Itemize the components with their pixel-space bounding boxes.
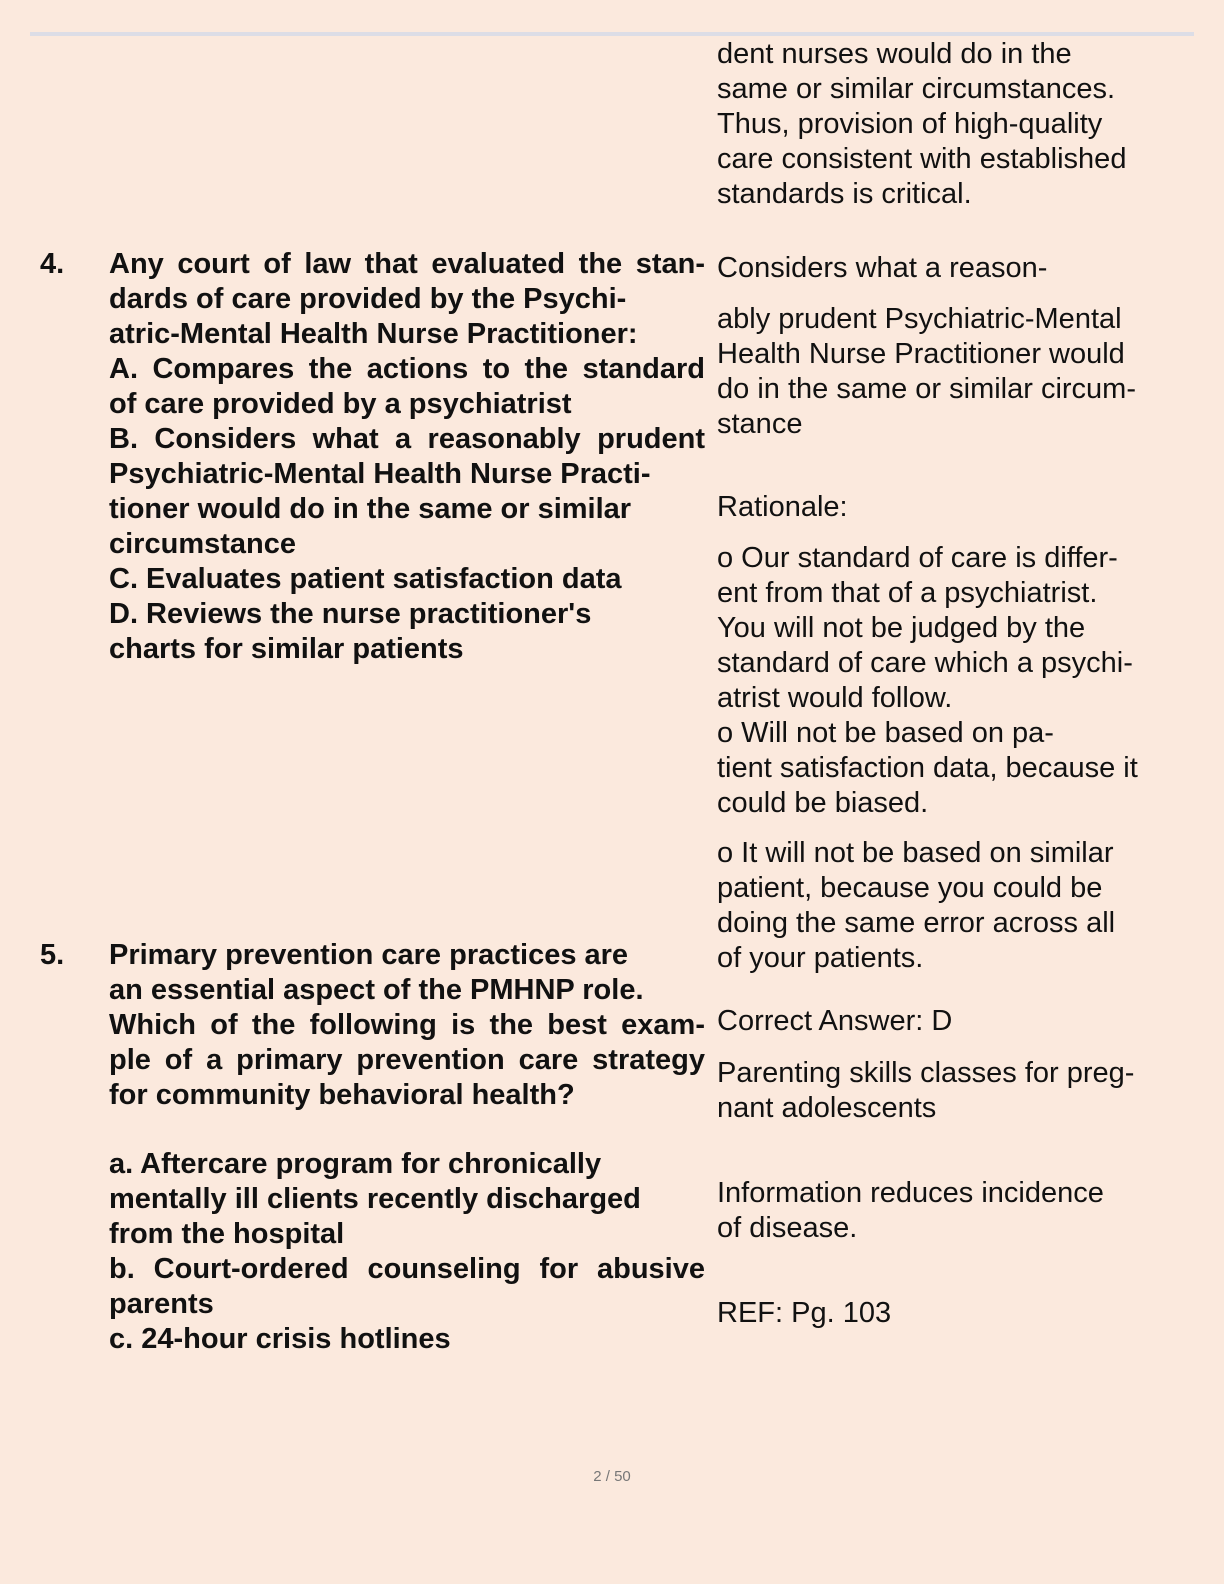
question-5 [109, 938, 705, 1113]
question-4-option-b: Psychiatric-Mental Health Nurse Practi- [109, 458, 651, 490]
question-4-option-d: charts for similar patients [109, 633, 464, 665]
question-4-option-b: circumstance [109, 528, 296, 560]
question-4-option-c: C. Evaluates patient satisfaction data [109, 563, 622, 595]
question-4-stem-line: dards of care provided by the Psychi- [109, 283, 627, 315]
rationale-line: o Will not be based on pa- [717, 717, 1054, 749]
answer-line: stance [717, 408, 803, 440]
question-5-stem-line: ple of a primary prevention care strategy [109, 1044, 705, 1076]
answer-line: do in the same or similar circum- [717, 373, 1136, 405]
question-5-option-a: a. Aftercare program for chronically [109, 1148, 602, 1180]
question-4-rationale-3 [717, 836, 1187, 976]
question-5-option-b: parents [109, 1288, 214, 1320]
question-5-option-c: c. 24-hour crisis hotlines [109, 1323, 451, 1355]
question-5-number: 5. [40, 939, 65, 971]
text-line: standards is critical. [717, 178, 972, 210]
question-5-option-b: b. Court-ordered counseling for abusive [109, 1253, 705, 1285]
answer-line: Parenting skills classes for preg- [717, 1057, 1135, 1089]
rationale-line: of your patients. [717, 942, 924, 974]
explanation-line: of disease. [717, 1212, 858, 1244]
question-4-stem-line: atric-Mental Health Nurse Practitioner: [109, 318, 638, 350]
question-4-option-b: B. Considers what a reasonably prudent [109, 423, 705, 455]
rationale-label: Rationale: [717, 491, 848, 523]
answer-line: Considers what a reason- [717, 252, 1048, 284]
rationale-line: could be biased. [717, 787, 929, 819]
correct-answer: Correct Answer: D [717, 1005, 953, 1037]
question-4-rationale-label [717, 490, 1187, 525]
question-5-answer [717, 1056, 1187, 1126]
question-4-option-a: A. Compares the actions to the standard [109, 353, 705, 385]
question-5-stem-line: an essential aspect of the PMHNP role. [109, 974, 644, 1006]
text-line: dent nurses would do in the [717, 38, 1072, 70]
question-5-explanation [717, 1176, 1187, 1246]
rationale-line: patient, because you could be [717, 872, 1103, 904]
top-rule [30, 32, 1194, 36]
rationale-line: doing the same error across all [717, 907, 1116, 939]
explanation-line: Information reduces incidence [717, 1177, 1104, 1209]
rationale-line: standard of care which a psychi- [717, 647, 1133, 679]
question-5-stem-line: Which of the following is the best exam- [109, 1009, 705, 1041]
answer-line: nant adolescents [717, 1092, 937, 1124]
question-4-answer-first [717, 251, 1187, 286]
question-5-ref [717, 1296, 1187, 1331]
rationale-line: o Our standard of care is differ- [717, 542, 1118, 574]
rationale-line: ent from that of a psychiatrist. [717, 577, 1098, 609]
question-5-option-a: mentally ill clients recently discharged [109, 1183, 641, 1215]
text-line: Thus, provision of high-quality [717, 108, 1103, 140]
answer-line: ably prudent Psychiatric-Mental [717, 303, 1122, 335]
question-4-option-d: D. Reviews the nurse practitioner's [109, 598, 592, 630]
question-4-rationale [717, 541, 1187, 821]
question-5-stem-line: Primary prevention care practices are [109, 939, 629, 971]
question-4-answer [717, 302, 1187, 442]
text-line: care consistent with established [717, 143, 1127, 175]
answer-line: Health Nurse Practitioner would [717, 338, 1125, 370]
question-5-options [109, 1147, 705, 1357]
page-number: 2 / 50 [593, 1468, 631, 1485]
question-4-stem-line: Any court of law that evaluated the stan- [109, 248, 705, 280]
question-5-option-a: from the hospital [109, 1218, 345, 1250]
question-4-number: 4. [40, 248, 65, 280]
rationale-line: atrist would follow. [717, 682, 953, 714]
rationale-line: tient satisfaction data, because it [717, 752, 1138, 784]
question-4-option-a: of care provided by a psychiatrist [109, 388, 572, 420]
rationale-line: o It will not be based on similar [717, 837, 1114, 869]
question-4 [109, 247, 705, 667]
carryover-answer [717, 37, 1187, 212]
question-4-option-b: tioner would do in the same or similar [109, 493, 632, 525]
question-5-stem-line: for community behavioral health? [109, 1079, 575, 1111]
rationale-line: You will not be judged by the [717, 612, 1086, 644]
text-line: same or similar circumstances. [717, 73, 1116, 105]
question-5-correct-answer [717, 1004, 1187, 1039]
reference: REF: Pg. 103 [717, 1297, 892, 1329]
